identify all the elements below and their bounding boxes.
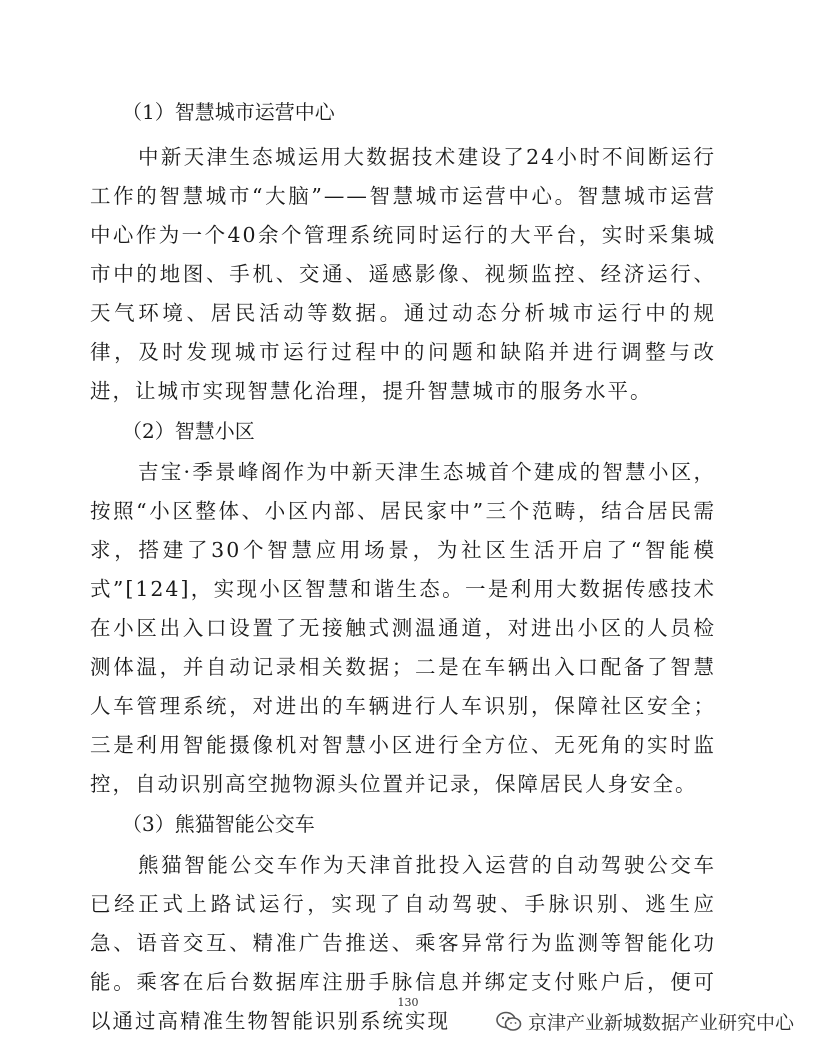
- section-heading-3: （3）熊猫智能公交车: [122, 812, 315, 836]
- section-heading-2: （2）智慧小区: [122, 419, 255, 443]
- page-body: [90, 92, 716, 1041]
- section-heading-1: （1）智慧城市运营中心: [122, 100, 335, 124]
- page-number: 130: [397, 996, 419, 1009]
- section-paragraph-3: 熊猫智能公交车作为天津首批投入运营的自动驾驶公交车已经正式上路试运行，实现了自动驾驶、手脉识别、逃生应急、语音交互、精准广告推送、乘客异常行为监测等智能化功能。乘客在后台数据库注册手脉信息并绑定支付账户后，便可以通过高精准生物智能识别系统实现: [90, 853, 716, 1033]
- section-paragraph-2: 吉宝·季景峰阁作为中新天津生态城首个建成的智慧小区，按照“小区整体、小区内部、居民家中”三个范畴，结合居民需求，搭建了30个智慧应用场景，为社区生活开启了“智能模式”[124]，实现小区智慧和谐生态。一是利用大数据传感技术在小区出入口设置了无接触式测温通道，对进出小区的人员检测体温，并自动记录相关数据；二是在车辆出入口配备了智慧人车管理系统，对进出的车辆进行人车识别，保障社区安全；三是利用智能摄像机对智慧小区进行全方位、无死角的实时监控，自动识别高空抛物源头位置并记录，保障居民人身安全。: [90, 460, 716, 796]
- watermark-text: 京津产业新城数据产业研究中心: [527, 1012, 794, 1034]
- watermark: [496, 1008, 794, 1035]
- wechat-icon: [496, 1011, 522, 1033]
- section-paragraph-1: 中新天津生态城运用大数据技术建设了24小时不间断运行工作的智慧城市“大脑”——智慧城市运营中心。智慧城市运营中心作为一个40余个管理系统同时运行的大平台，实时采集城市中的地图、手机、交通、遥感影像、视频监控、经济运行、天气环境、居民活动等数据。通过动态分析城市运行中的规律，及时发现城市运行过程中的问题和缺陷并进行调整与改进，让城市实现智慧化治理，提升智慧城市的服务水平。: [90, 145, 716, 403]
